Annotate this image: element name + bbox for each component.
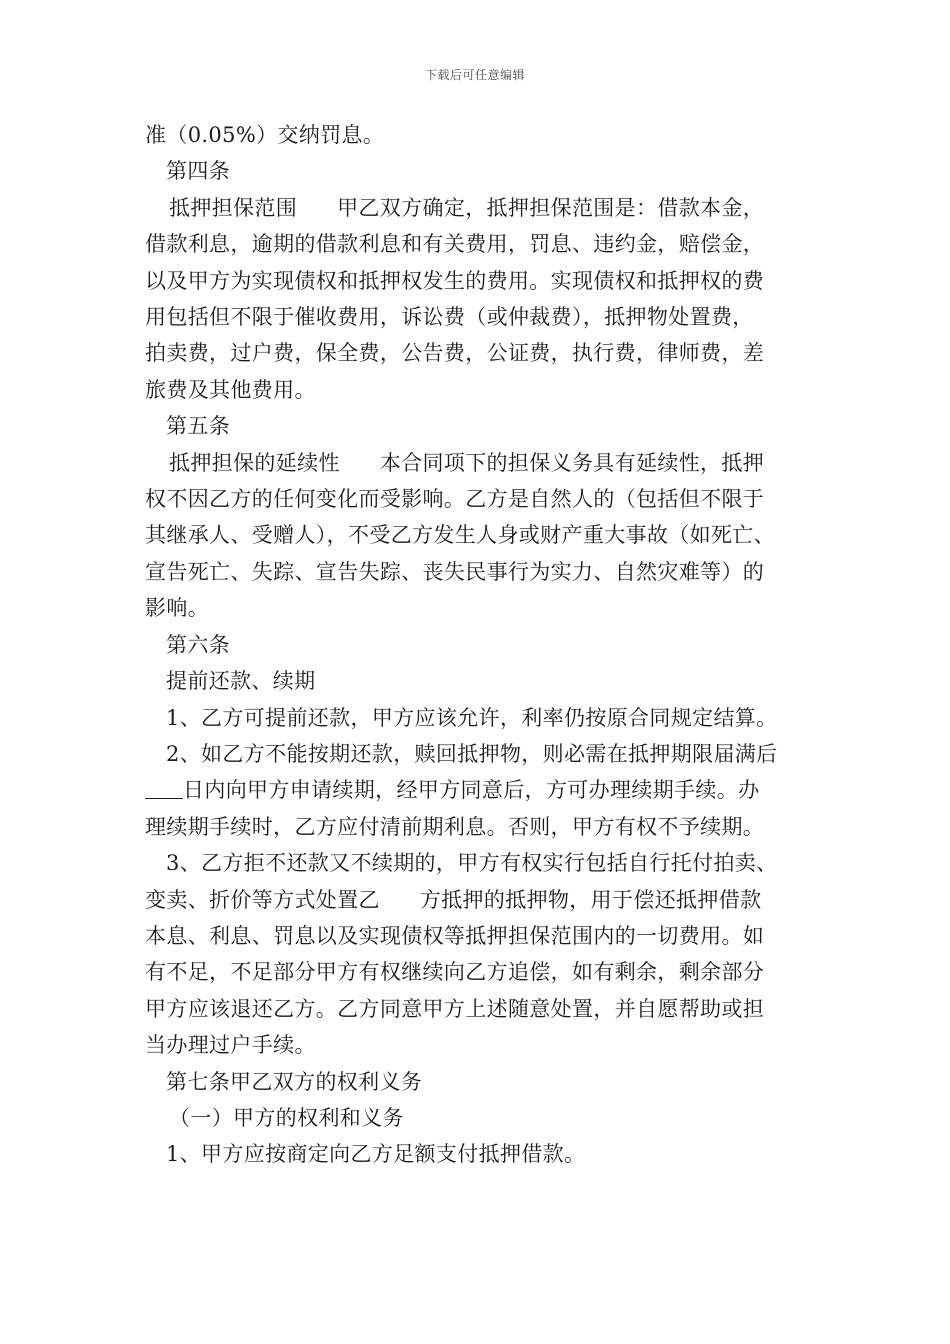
paragraph-line: 甲乙双方确定，抵押担保范围是：借款本金， <box>337 195 765 220</box>
article-6-title: 提前还款、续期 <box>166 669 316 694</box>
paragraph-line: 宣告死亡、失踪、宣告失踪、丧失民事行为实力、自然灾难等）的 <box>145 559 765 584</box>
article-7-heading: 第七条甲乙双方的权利义务 <box>166 1069 423 1094</box>
paragraph-line: 有不足，不足部分甲方有权继续向乙方追偿，如有剩余，剩余部分 <box>145 960 765 985</box>
paragraph-line: 本合同项下的担保义务具有延续性，抵押 <box>379 450 765 475</box>
paragraph-line: 用包括但不限于催收费用，诉讼费（或仲裁费），抵押物处置费， <box>145 305 754 330</box>
paragraph-line: 准（0.05%）交纳罚息。 <box>145 123 385 147</box>
clause-item: 1、乙方可提前还款，甲方应该允许，利率仍按原合同规定结算。 <box>166 705 778 730</box>
paragraph-line: 当办理过户手续。 <box>145 1033 316 1058</box>
paragraph-line: 变卖、折价等方式处置乙 <box>145 887 380 912</box>
page-header-note: 下载后可任意编辑 <box>424 68 525 82</box>
article-5-title-line <box>145 445 815 481</box>
article-4-title: 抵押担保范围 <box>169 195 298 220</box>
paragraph-line: 理续期手续时，乙方应付清前期利息。否则，甲方有权不予续期。 <box>145 814 765 839</box>
paragraph-line: 方抵押的抵押物，用于偿还抵押借款 <box>419 887 762 912</box>
paragraph-line: 日内向甲方申请续期，经甲方同意后，方可办理续期手续。办 <box>183 778 760 803</box>
paragraph-line: 甲方应该退还乙方。乙方同意甲方上述随意处置，并自愿帮助或担 <box>145 996 765 1021</box>
paragraph-line: 借款利息，逾期的借款利息和有关费用，罚息、违约金，赔偿金， <box>145 232 765 257</box>
clause-item: 2、如乙方不能按期还款，赎回抵押物，则必需在抵押期限届满后 <box>166 741 778 766</box>
article-5-title: 抵押担保的延续性 <box>169 450 340 475</box>
article-4-heading: 第四条 <box>166 159 231 184</box>
paragraph-line: 权不因乙方的任何变化而受影响。乙方是自然人的（包括但不限于 <box>145 487 765 512</box>
paragraph-line-with-blank <box>145 772 815 808</box>
fill-in-blank <box>145 778 183 799</box>
paragraph-line: 以及甲方为实现债权和抵押权发生的费用。实现债权和抵押权的费 <box>145 268 765 293</box>
paragraph-line: 其继承人、受赠人），不受乙方发生人身或财产重大事故（如死亡、 <box>145 523 775 548</box>
section-heading: （一）甲方的权利和义务 <box>169 1105 404 1130</box>
clause-item: 3、乙方拒不还款又不续期的，甲方有权实行包括自行托付拍卖、 <box>166 851 778 876</box>
article-6-heading: 第六条 <box>166 632 231 657</box>
paragraph-line: 拍卖费，过户费，保全费，公告费，公证费，执行费，律师费，差 <box>145 341 765 366</box>
paragraph-line: 旅费及其他费用。 <box>145 377 316 402</box>
paragraph-line-split <box>145 882 815 918</box>
article-5-heading: 第五条 <box>166 414 231 439</box>
document-body <box>145 117 815 1173</box>
paragraph-line: 本息、利息、罚息以及实现债权等抵押担保范围内的一切费用。如 <box>145 923 765 948</box>
clause-item: 1、甲方应按商定向乙方足额支付抵押借款。 <box>166 1142 586 1167</box>
paragraph-line: 影响。 <box>145 596 210 621</box>
article-4-title-line <box>145 190 815 226</box>
